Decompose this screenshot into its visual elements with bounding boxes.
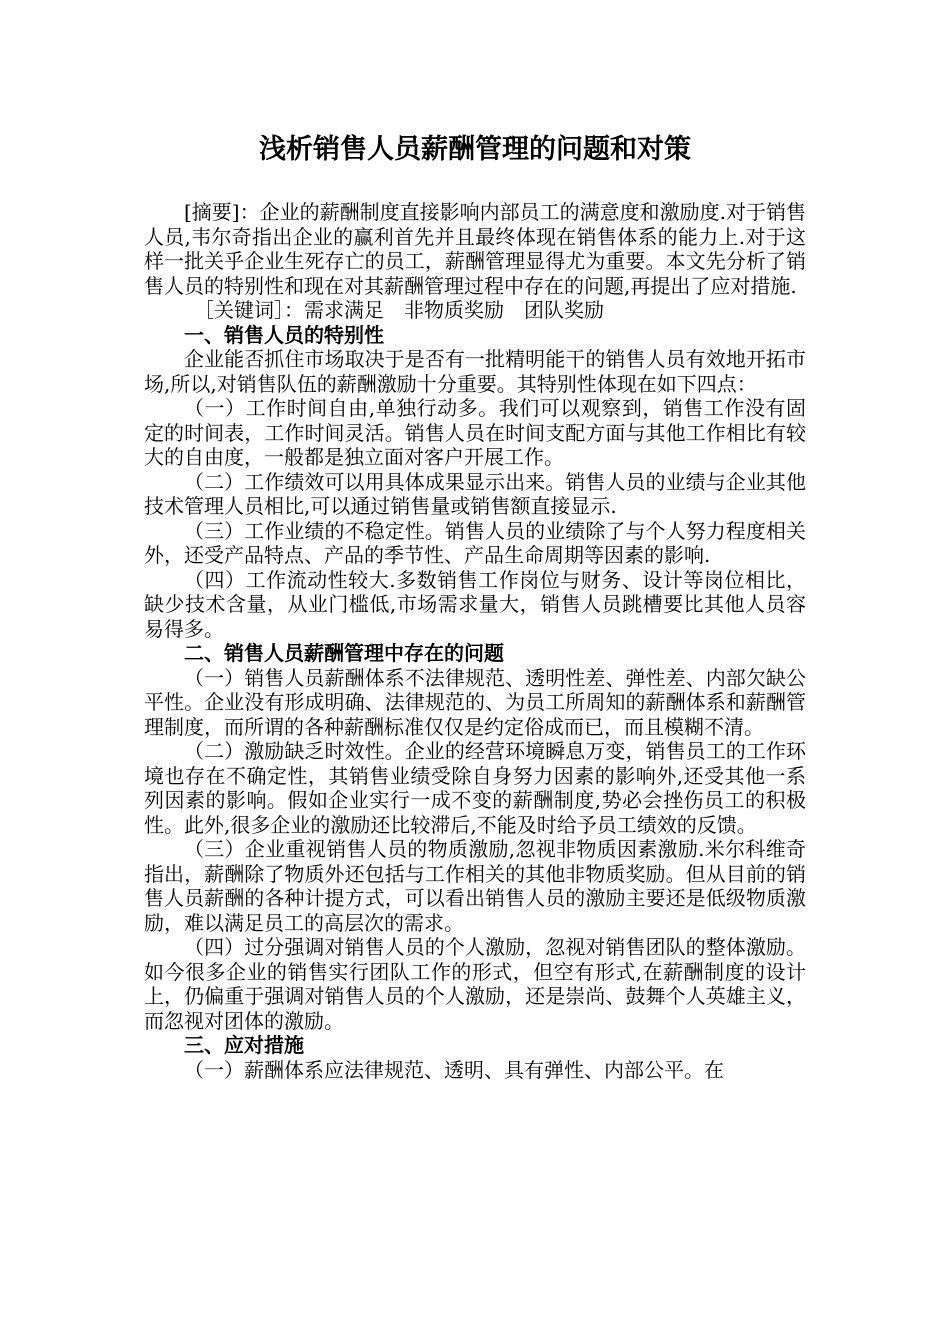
section-1-intro: 企业能否抓住市场取决于是否有一批精明能干的销售人员有效地开拓市场,所以,对销售队伍的薪酬激励十分重要。其特别性体现在如下四点： — [144, 347, 806, 396]
section-3-point-1: （一）薪酬体系应法律规范、透明、具有弹性、内部公平。在 — [184, 1057, 724, 1082]
section-2-point-2: （二）激励缺乏时效性。企业的经营环境瞬息万变，销售员工的工作环境也存在不确定性，其销售业绩受除自身努力因素的影响外,还受其他一系列因素的影响。假如企业实行一成不变的薪酬制度,势必会挫伤员工的积极性。此外,很多企业的激励还比较滞后,不能及时给予员工绩效的反馈。 — [144, 739, 806, 837]
section-1-heading: 一、销售人员的特别性 — [184, 322, 384, 347]
section-1-point-3: （三）工作业绩的不稳定性。销售人员的业绩除了与个人努力程度相关外，还受产品特点、产品的季节性、产品生命周期等因素的影响. — [144, 518, 806, 567]
section-2-heading: 二、销售人员薪酬管理中存在的问题 — [184, 641, 504, 665]
section-1-point-4: （四）工作流动性较大.多数销售工作岗位与财务、设计等岗位相比，缺少技术含量，从业门槛低,市场需求量大，销售人员跳槽要比其他人员容易得多。 — [144, 567, 806, 641]
section-1-point-2: （二）工作绩效可以用具体成果显示出来。销售人员的业绩与企业其他技术管理人员相比,可以通过销售量或销售额直接显示. — [144, 469, 806, 518]
section-2-point-1: （一）销售人员薪酬体系不法律规范、透明性差、弹性差、内部欠缺公平性。企业没有形成明确、法律规范的、为员工所周知的薪酬体系和薪酬管理制度，而所谓的各种薪酬标准仅仅是约定俗成而已，而且模糊不清。 — [144, 665, 806, 739]
section-2-point-3: （三）企业重视销售人员的物质激励,忽视非物质因素激励.米尔科维奇指出，薪酬除了物质外还包括与工作相关的其他非物质奖励。但从目前的销售人员薪酬的各种计提方式，可以看出销售人员的激励主要还是低级物质激励，难以满足员工的高层次的需求。 — [144, 837, 806, 935]
abstract-paragraph: [摘要]：企业的薪酬制度直接影响内部员工的满意度和激励度.对于销售人员,韦尔奇指出企业的赢利首先并且最终体现在销售体系的能力上.对于这样一批关乎企业生死存亡的员工，薪酬管理显得尤为重要。本文先分析了销售人员的特别性和现在对其薪酬管理过程中存在的问题,再提出了应对措施. — [144, 200, 806, 298]
section-3-heading: 三、应对措施 — [184, 1033, 304, 1057]
document-title: 浅析销售人员薪酬管理的问题和对策 — [259, 134, 691, 165]
section-2-point-4: （四）过分强调对销售人员的个人激励，忽视对销售团队的整体激励。如今很多企业的销售实行团队工作的形式，但空有形式,在薪酬制度的设计上，仍偏重于强调对销售人员的个人激励，还是崇尚、鼓舞个人英雄主义，而忽视对团体的激励。 — [144, 935, 806, 1033]
section-1-point-1: （一）工作时间自由,单独行动多。我们可以观察到，销售工作没有固定的时间表，工作时间灵活。销售人员在时间支配方面与其他工作相比有较大的自由度，一般都是独立面对客户开展工作。 — [144, 396, 806, 469]
document-page — [144, 128, 806, 1328]
keywords-paragraph: ［关键词］：需求满足 非物质奖励 团队奖励 — [194, 298, 604, 322]
document-body — [144, 200, 806, 1082]
